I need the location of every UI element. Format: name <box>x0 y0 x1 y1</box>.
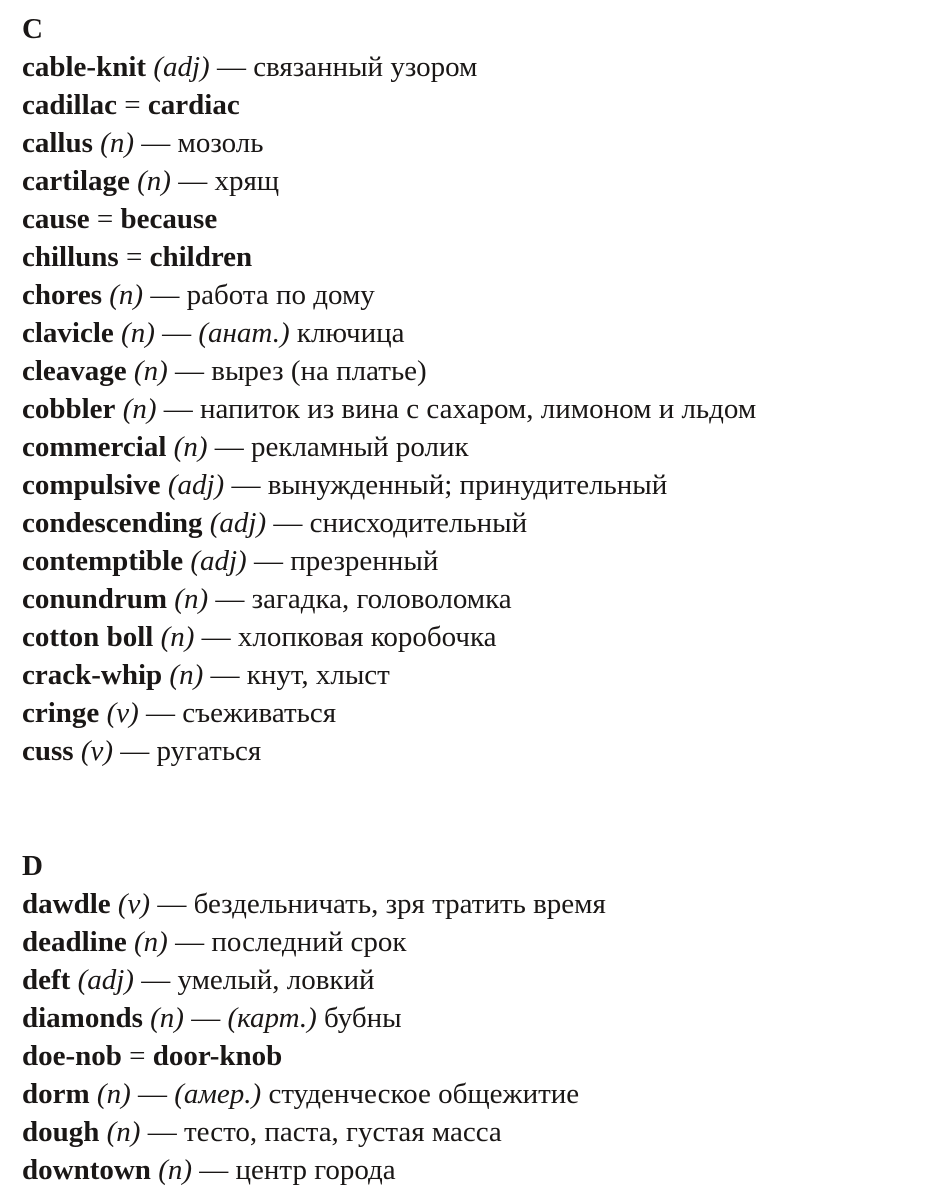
dash: — <box>154 317 199 349</box>
glossary-section-d <box>22 847 902 1189</box>
equals-sign: = <box>121 1040 153 1072</box>
dash: — <box>208 583 252 615</box>
dash: — <box>246 545 291 577</box>
glossary-entry <box>22 162 902 200</box>
glossary-entry <box>22 694 902 732</box>
translation: рекламный ролик <box>250 431 469 463</box>
headword: crack-whip <box>22 659 163 691</box>
dash: — <box>138 697 183 729</box>
translation: напиток из вина с сахаром, лимоном и льдом <box>200 393 757 425</box>
translation: мозоль <box>177 127 264 159</box>
translation: ключица <box>296 317 405 349</box>
dash: — <box>194 621 238 653</box>
glossary-entry <box>22 314 902 352</box>
glossary-entry <box>22 885 902 923</box>
headword: contemptible <box>22 545 184 577</box>
part-of-speech: (n) <box>133 355 168 387</box>
glossary-entry <box>22 999 902 1037</box>
equals-sign: = <box>89 203 121 235</box>
translation: центр города <box>235 1154 396 1186</box>
part-of-speech: (adj) <box>167 469 225 501</box>
dash: — <box>266 507 310 539</box>
headword: doe-nob <box>22 1040 122 1072</box>
dash: — <box>209 51 254 83</box>
part-of-speech: (n) <box>96 1078 131 1110</box>
equivalent-word: cardiac <box>147 89 240 121</box>
dash: — <box>130 1078 175 1110</box>
translation: связанный узором <box>253 51 478 83</box>
glossary-entry <box>22 428 902 466</box>
glossary-entry <box>22 86 902 124</box>
glossary-entry <box>22 1113 902 1151</box>
glossary-entry <box>22 200 902 238</box>
glossary-entry <box>22 466 902 504</box>
part-of-speech: (v) <box>117 888 151 920</box>
translation: хрящ <box>214 165 280 197</box>
dash: — <box>113 735 157 767</box>
headword: cartilage <box>22 165 130 197</box>
part-of-speech: (n) <box>106 1116 141 1148</box>
headword: dorm <box>22 1078 90 1110</box>
headword: conundrum <box>22 583 168 615</box>
headword: cable-knit <box>22 51 147 83</box>
translation: ругаться <box>156 735 262 767</box>
translation: кнут, хлыст <box>246 659 390 691</box>
part-of-speech: (n) <box>158 1154 193 1186</box>
part-of-speech: (adj) <box>77 964 134 996</box>
part-of-speech: (n) <box>169 659 204 691</box>
headword: cobbler <box>22 393 116 425</box>
dash: — <box>224 469 268 501</box>
dash: — <box>150 888 194 920</box>
translation: студенческое общежитие <box>268 1078 580 1110</box>
headword: condescending <box>22 507 203 539</box>
headword: callus <box>22 127 93 159</box>
glossary-entry <box>22 352 902 390</box>
glossary-entry <box>22 656 902 694</box>
glossary-entry <box>22 504 902 542</box>
usage-note: (амер.) <box>174 1078 262 1110</box>
dash: — <box>156 393 201 425</box>
equivalent-word: door-knob <box>152 1040 283 1072</box>
translation: умелый, ловкий <box>177 964 375 996</box>
dash: — <box>143 279 187 311</box>
part-of-speech: (n) <box>174 583 209 615</box>
glossary-entry <box>22 542 902 580</box>
headword: dawdle <box>22 888 111 920</box>
usage-note: (карт.) <box>227 1002 317 1034</box>
dash: — <box>167 926 212 958</box>
glossary-entry <box>22 390 899 428</box>
part-of-speech: (n) <box>150 1002 184 1034</box>
translation: бездельничать, зря тратить время <box>193 888 606 920</box>
glossary-entry <box>22 732 902 770</box>
translation: съеживаться <box>182 697 337 729</box>
translation: загадка, головоломка <box>251 583 512 615</box>
equals-sign: = <box>117 89 148 121</box>
glossary-entry <box>22 276 902 314</box>
dash: — <box>167 355 212 387</box>
part-of-speech: (n) <box>160 621 195 653</box>
part-of-speech: (n) <box>100 127 134 159</box>
part-of-speech: (n) <box>121 317 155 349</box>
headword: cleavage <box>22 355 127 387</box>
headword: compulsive <box>22 469 161 501</box>
part-of-speech: (v) <box>80 735 114 767</box>
headword: chilluns <box>22 241 119 273</box>
headword: dough <box>22 1116 100 1148</box>
glossary-entry <box>22 1151 902 1189</box>
headword: cuss <box>22 735 74 767</box>
part-of-speech: (n) <box>122 393 157 425</box>
headword: commercial <box>22 431 167 463</box>
part-of-speech: (n) <box>137 165 171 197</box>
translation: работа по дому <box>186 279 375 311</box>
glossary-entry <box>22 124 902 162</box>
headword: downtown <box>22 1154 151 1186</box>
translation: презренный <box>290 545 439 577</box>
glossary-entry <box>22 238 902 276</box>
glossary-entry <box>22 961 902 999</box>
translation: тесто, паста, густая масса <box>183 1116 502 1148</box>
headword: cadillac <box>22 89 118 121</box>
dash: — <box>207 431 251 463</box>
part-of-speech: (adj) <box>190 545 247 577</box>
glossary-entry <box>22 1037 902 1075</box>
part-of-speech: (n) <box>134 926 168 958</box>
glossary-entry <box>22 580 902 618</box>
translation: бубны <box>324 1002 402 1034</box>
equivalent-word: because <box>120 203 218 235</box>
headword: cause <box>22 203 90 235</box>
dash: — <box>170 165 215 197</box>
headword: clavicle <box>22 317 114 349</box>
dash: — <box>133 964 178 996</box>
headword: cotton boll <box>22 621 154 653</box>
dash: — <box>140 1116 184 1148</box>
translation: хлопковая коробочка <box>237 621 497 653</box>
glossary-entry <box>22 618 902 656</box>
dash: — <box>183 1002 228 1034</box>
glossary-entry <box>22 923 902 961</box>
dash: — <box>133 127 178 159</box>
translation: вырез (на платье) <box>211 355 427 387</box>
equivalent-word: children <box>149 241 253 273</box>
part-of-speech: (v) <box>106 697 139 729</box>
headword: chores <box>22 279 103 311</box>
equals-sign: = <box>118 241 150 273</box>
dash: — <box>192 1154 236 1186</box>
translation: последний срок <box>211 926 407 958</box>
part-of-speech: (n) <box>109 279 144 311</box>
part-of-speech: (adj) <box>209 507 267 539</box>
dash: — <box>203 659 247 691</box>
part-of-speech: (n) <box>173 431 208 463</box>
glossary-section-c <box>22 10 902 770</box>
headword: deadline <box>22 926 127 958</box>
headword: deft <box>22 964 71 996</box>
usage-note: (анат.) <box>198 317 290 349</box>
translation: снисходительный <box>309 507 528 539</box>
part-of-speech: (adj) <box>153 51 210 83</box>
section-letter: D <box>22 850 43 882</box>
glossary-entry <box>22 48 902 86</box>
section-letter: C <box>22 13 43 45</box>
translation: вынужденный; принудительный <box>267 469 668 501</box>
headword: cringe <box>22 697 100 729</box>
glossary-entry <box>22 1075 902 1113</box>
headword: diamonds <box>22 1002 143 1034</box>
